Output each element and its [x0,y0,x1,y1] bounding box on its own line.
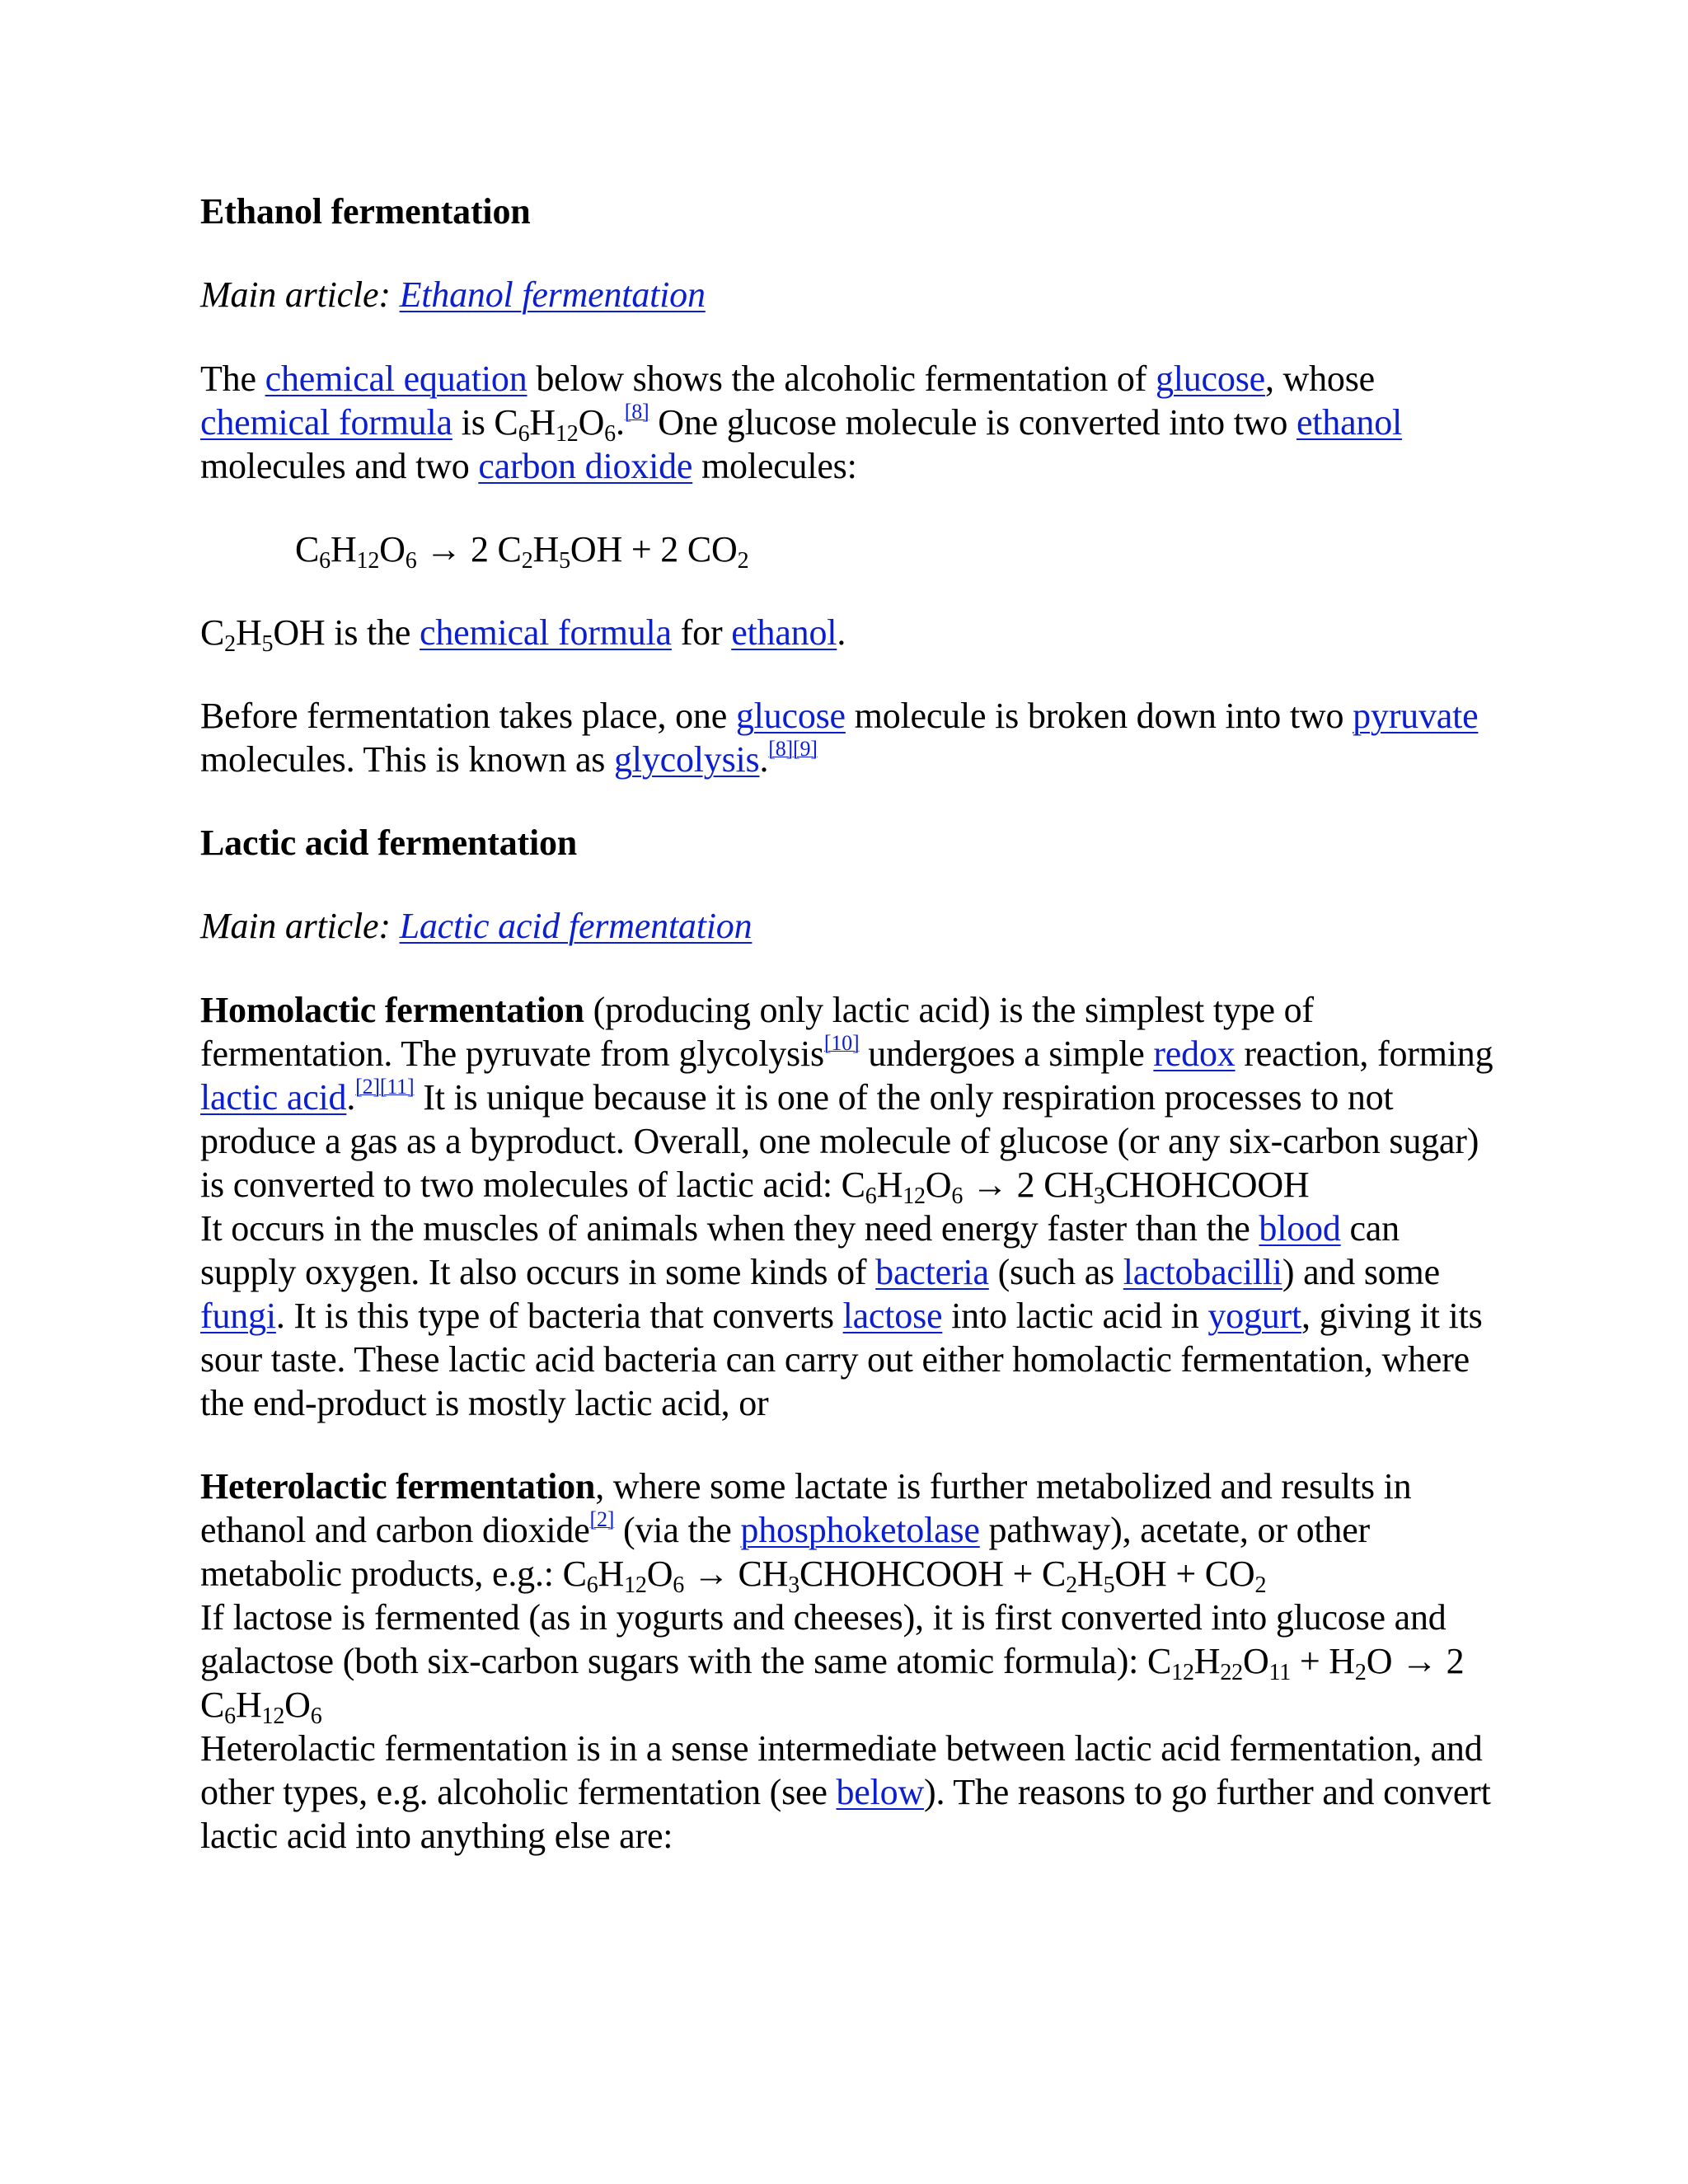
paragraph-heterolactic-fermentation [200,1465,1503,1596]
subscript: 6 [405,548,417,574]
text: H [876,1165,903,1205]
text: . [837,612,846,653]
main-article-note [200,273,1503,316]
text: The [200,359,265,399]
eq-part: → 2 C [416,529,522,569]
text: for [671,612,732,653]
citation-link-2[interactable]: [2] [589,1507,615,1531]
subscript: 2 [737,548,749,574]
link-blood[interactable]: blood [1259,1208,1341,1249]
subscript: 12 [261,1704,285,1729]
subscript: 5 [1103,1572,1115,1598]
subscript: 6 [310,1704,322,1729]
text: molecules: [692,446,857,486]
text: . [615,402,625,443]
main-article-link-lactic-acid-fermentation[interactable]: Lactic acid fermentation [399,906,753,946]
link-chemical-equation[interactable]: chemical equation [265,359,528,399]
text: CHOHCOOH + C [799,1554,1067,1594]
citation-link-11[interactable]: [11] [379,1075,415,1099]
link-glucose-2[interactable]: glucose [735,696,846,736]
link-carbon-dioxide[interactable]: carbon dioxide [478,446,693,486]
text: If lactose is fermented (as in yogurts and cheeses), it is first converted into glucose and galactose (both six-carbon sugars with the same atomic formula): C [200,1597,1447,1681]
citation-ref [590,1507,615,1531]
subscript: 2 [1254,1572,1267,1598]
subscript: 6 [673,1572,685,1598]
text: pathway), acetate, or other metabolic products, e.g.: C [200,1510,1370,1594]
text: reaction, forming [1235,1033,1493,1074]
link-lactose[interactable]: lactose [842,1296,943,1336]
text: O [646,1554,673,1594]
text: molecule is broken down into two [845,696,1353,736]
link-ethanol[interactable]: ethanol [1296,402,1403,443]
paragraph-glycolysis [200,694,1503,781]
text: , whose [1264,359,1375,399]
subscript: 12 [903,1183,926,1209]
text: ) and some [1282,1252,1440,1292]
paragraph-chemical-equation-intro [200,357,1503,488]
text: (producing only lactic acid) is the simplest type of fermentation. The pyruvate from glycolysis [200,990,1314,1074]
text: , giving it its sour taste. These lactic acid bacteria can carry out either homolactic fermentation, where the end-product is mostly lactic acid, or [200,1296,1483,1423]
link-glucose[interactable]: glucose [1155,359,1265,399]
link-lactobacilli[interactable]: lactobacilli [1123,1252,1282,1292]
citation-link-8[interactable]: [8] [624,400,649,424]
text: H [598,1554,625,1594]
citation-link-9[interactable]: [9] [792,737,818,761]
term-homolactic-fermentation: Homolactic fermentation [200,990,584,1030]
text: → 2 CH [963,1165,1094,1205]
text: It occurs in the muscles of animals when they need energy faster than the [200,1208,1259,1249]
link-yogurt[interactable]: yogurt [1207,1296,1302,1336]
main-article-prefix: Main article: [200,274,400,315]
subscript: 6 [518,421,530,447]
text: It is unique because it is one of the only respiration processes to not produce a gas as a byproduct. Overall, one molecule of glucose (or any six-carbon sugar) is converted to two molecules of lactic acid: C [200,1077,1479,1205]
eq-part: H [330,529,357,569]
subscript: 5 [261,631,274,657]
subscript: 6 [224,1704,236,1729]
main-article-note [200,904,1503,948]
text: Before fermentation takes place, one [200,696,736,736]
text: can supply oxygen. It also occurs in some kinds of [200,1208,1400,1292]
citation-link-2[interactable]: [2] [355,1075,380,1099]
text: → CH [684,1554,789,1594]
text: molecules and two [200,446,479,486]
subscript: 2 [1066,1572,1077,1598]
subscript: 2 [1354,1660,1367,1685]
link-below[interactable]: below [836,1772,925,1812]
link-fungi[interactable]: fungi [200,1296,276,1336]
link-phosphoketolase[interactable]: phosphoketolase [740,1510,980,1550]
eq-part: H [532,529,560,569]
text: H [235,612,262,653]
main-article-prefix: Main article: [200,906,400,946]
text: H [1076,1554,1104,1594]
subscript: 6 [319,548,331,574]
text: molecules. This is known as [200,739,614,780]
text: . [759,739,769,780]
document-body [200,190,1503,1897]
paragraph-lactic-acid-occurrence [200,1207,1503,1425]
paragraph-ethanol-formula [200,611,1503,657]
subscript: 6 [604,421,616,447]
subscript: 6 [865,1183,877,1209]
subscript: 12 [555,421,579,447]
text: ). The reasons to go further and convert lactic acid into anything else are: [200,1772,1491,1856]
text: . [346,1077,356,1118]
subscript: 3 [1093,1183,1105,1209]
subscript: 5 [559,548,570,574]
link-pyruvate[interactable]: pyruvate [1353,696,1479,736]
text: H [235,1685,262,1725]
link-chemical-formula[interactable]: chemical formula [200,402,452,443]
text: below shows the alcoholic fermentation of [527,359,1156,399]
text: into lactic acid in [942,1296,1208,1336]
text: OH is the [273,612,420,653]
text: is C [452,402,518,443]
text: O [925,1165,952,1205]
eq-part: C [295,529,320,569]
paragraph-heterolactic-intermediate [200,1727,1503,1858]
text: OH + CO [1114,1554,1255,1594]
paragraph-lactose-fermentation [200,1596,1503,1727]
text: . It is this type of bacteria that converts [275,1296,843,1336]
paragraph-homolactic-fermentation [200,988,1503,1207]
subscript: 12 [1171,1660,1194,1685]
subscript: 11 [1268,1660,1292,1685]
subscript: 3 [788,1572,800,1598]
text: , where some lactate is further metabolized and results in ethanol and carbon dioxide [200,1466,1412,1550]
subscript: 6 [951,1183,964,1209]
link-ethanol-2[interactable]: ethanol [731,612,837,653]
text: H [1193,1641,1221,1681]
text: + H [1291,1641,1355,1681]
subscript: 6 [586,1572,598,1598]
text: undergoes a simple [859,1033,1154,1074]
subscript: 2 [521,548,533,574]
text: Heterolactic fermentation is in a sense intermediate between lactic acid fermentation, and other types, e.g. alcoholic fermentation (see [200,1728,1483,1812]
text: One glucose molecule is converted into two [649,402,1296,443]
section-heading-ethanol-fermentation: Ethanol fermentation [200,191,531,232]
text: CHOHCOOH [1104,1165,1310,1205]
text: O [284,1685,311,1725]
citation-ref [355,1075,414,1099]
link-glycolysis[interactable]: glycolysis [614,739,760,780]
subscript: 22 [1220,1660,1243,1685]
link-redox[interactable]: redox [1153,1033,1236,1074]
text: (via the [614,1510,741,1550]
citation-link-10[interactable]: [10] [823,1031,860,1055]
text: O [578,402,605,443]
main-article-link-ethanol-fermentation[interactable]: Ethanol fermentation [399,274,706,315]
chemical-equation-alcoholic-fermentation [295,527,1503,574]
eq-part: OH + 2 CO [570,529,738,569]
text: O [1242,1641,1269,1681]
section-heading-lactic-acid-fermentation: Lactic acid fermentation [200,823,578,863]
text: O → 2 C [200,1641,1465,1725]
text: C [200,612,225,653]
subscript: 12 [624,1572,647,1598]
eq-part: O [379,529,406,569]
text: (such as [988,1252,1123,1292]
subscript: 2 [224,631,236,657]
subscript: 12 [356,548,380,574]
citation-ref [625,400,649,424]
link-lactic-acid[interactable]: lactic acid [200,1077,347,1118]
text: H [529,402,556,443]
citation-ref [768,737,817,761]
link-chemical-formula-2[interactable]: chemical formula [420,612,672,653]
term-heterolactic-fermentation: Heterolactic fermentation [200,1466,596,1507]
link-bacteria[interactable]: bacteria [875,1252,989,1292]
citation-ref [824,1031,860,1055]
citation-link-8[interactable]: [8] [768,737,793,761]
